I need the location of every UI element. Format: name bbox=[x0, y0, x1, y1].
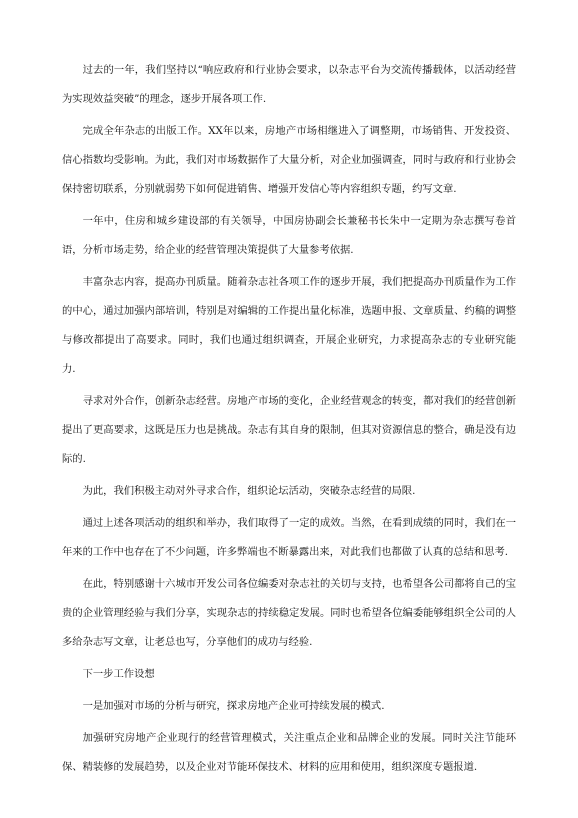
paragraph-content-quality: 丰富杂志内容，提高办刊质量。随着杂志社各项工作的逐步开展，我们把提高办刊质量作为工作的中心，通过加强内部培训，特别是对编辑的工作提出量化标准，选题申报、文章质量、约稿的调整与修改都提出了高要求。同时，我们也通过组织调查，开展企业研究，力求提高杂志的专业研究能力. bbox=[62, 276, 516, 375]
paragraph-editorial-support: 一年中，住房和城乡建设部的有关领导，中国房协副会长兼秘书长朱中一定期为杂志撰写卷首语，分析市场走势，给企业的经营管理决策提供了大量参考依据. bbox=[62, 215, 516, 256]
section-heading-next-steps: 下一步工作设想 bbox=[82, 668, 155, 680]
paragraph-publishing-work: 完成全年杂志的出版工作。XX年以来，房地产市场相继进入了调整期，市场销售、开发投资、信心指数均受影响。为此，我们对市场数据作了大量分析，对企业加强调查，同时与政府和行业协会保持密切联系，分别就弱势下如何促进销售、增强开发信心等内容组织专题，约写文章. bbox=[62, 125, 516, 195]
paragraph-results-summary: 通过上述各项活动的组织和举办，我们取得了一定的成效。当然，在看到成绩的同时，我们在一年来的工作中也存在了不少问题，许多弊端也不断暴露出来，对此我们也都做了认真的总结和思考. bbox=[62, 517, 516, 558]
paragraph-next-step-one: 一是加强对市场的分析与研究，探求房地产企业可持续发展的模式. bbox=[82, 700, 385, 712]
paragraph-forum-activities: 为此，我们积极主动对外寻求合作，组织论坛活动，突破杂志经营的局限. bbox=[82, 485, 416, 497]
document-body bbox=[62, 56, 516, 785]
paragraph-review-intro: 过去的一年，我们坚持以“响应政府和行业协会要求，以杂志平台为交流传播载体，以活动经营为实现效益突破”的理念，逐步开展各项工作. bbox=[62, 64, 516, 105]
paragraph-external-cooperation: 寻求对外合作，创新杂志经营。房地产市场的变化，企业经营观念的转变，都对我们的经营创新提出了更高要求，这既是压力也是挑战。杂志有其自身的限制，但其对资源信息的整合，确是没有边际的. bbox=[62, 395, 516, 465]
paragraph-research-plan: 加强研究房地产企业现行的经营管理模式，关注重点企业和品牌企业的发展。同时关注节能环保、精装修的发展趋势，以及企业对节能环保技术、材料的应用和使用，组织深度专题报道. bbox=[62, 732, 516, 773]
paragraph-acknowledgement: 在此，特别感谢十六城市开发公司各位编委对杂志社的关切与支持，也希望各公司都将自己的宝贵的企业管理经验与我们分享，实现杂志的持续稳定发展。同时也希望各位编委能够组织全公司的人多给杂志写文章，让老总也写，分享他们的成功与经验. bbox=[62, 578, 516, 648]
